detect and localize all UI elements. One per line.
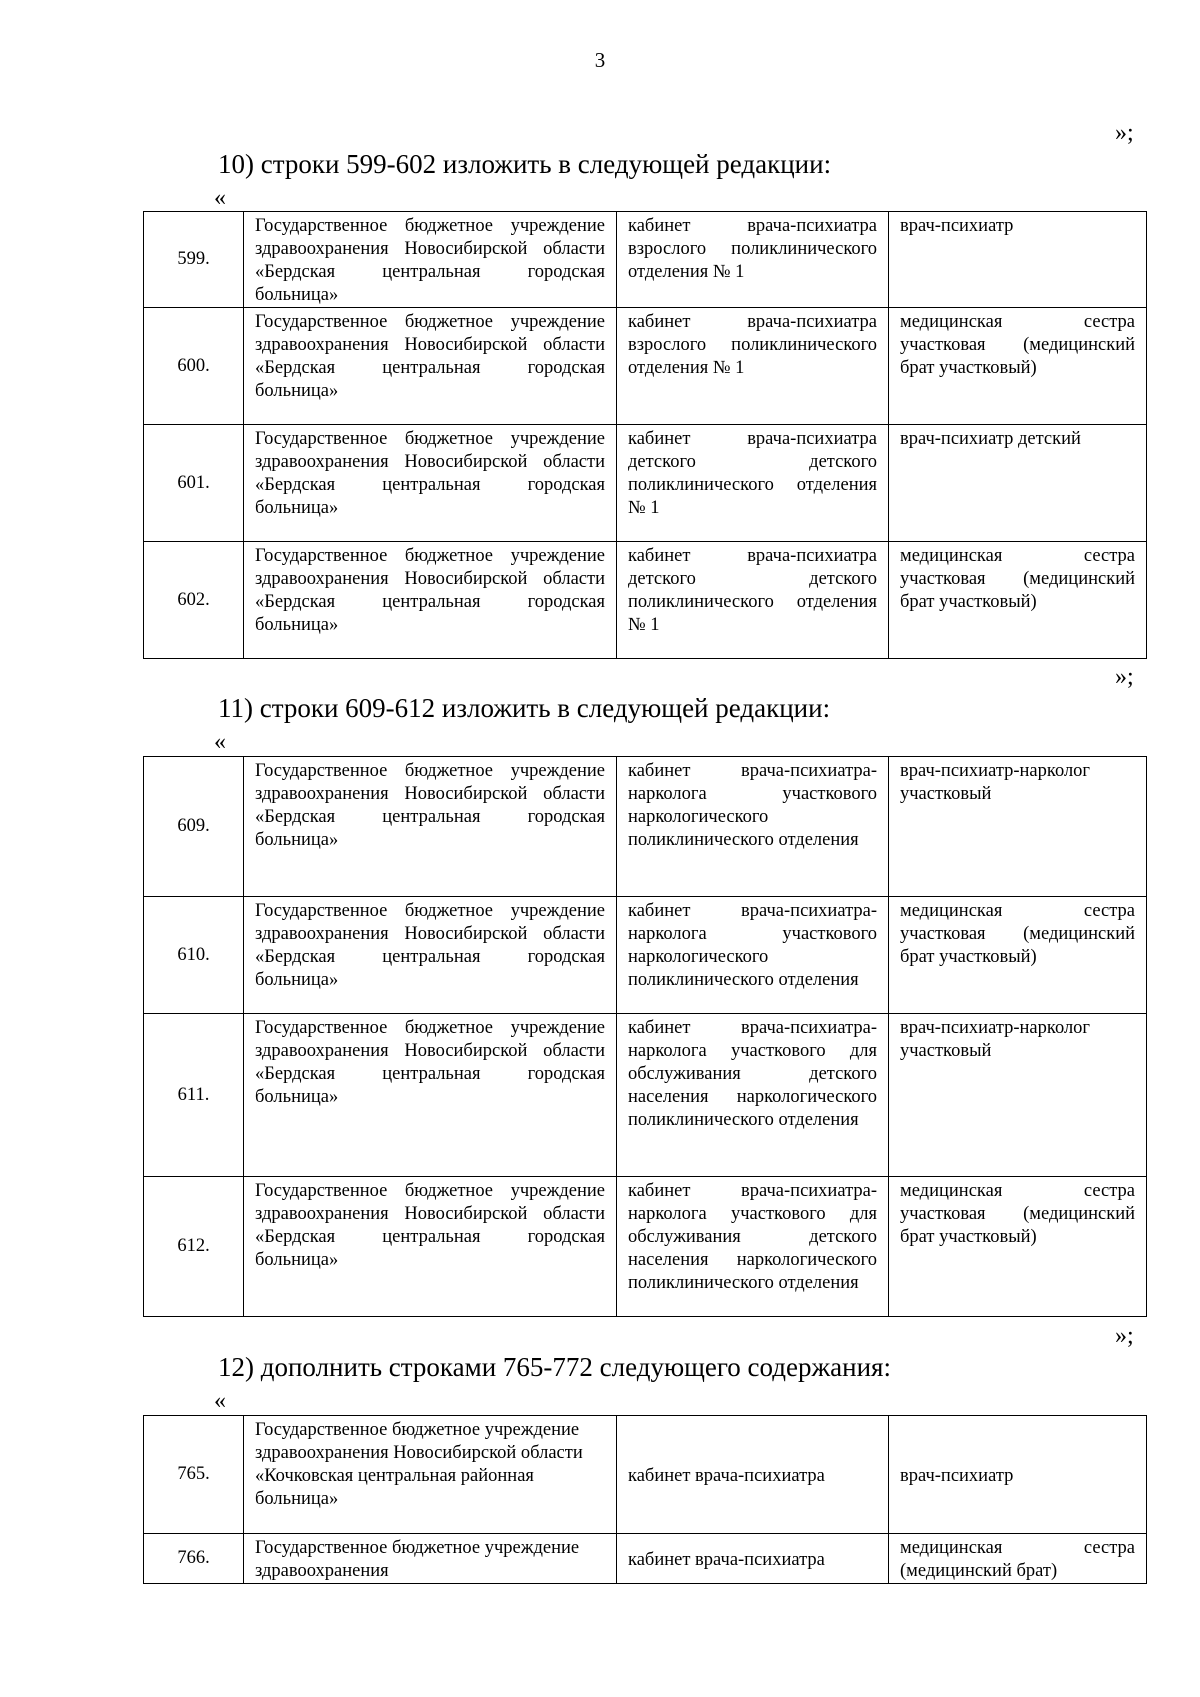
cabinet-cell: кабинет врача-психиатра-нарколога участкового наркологического поликлинического отделения <box>617 897 889 1014</box>
organization-cell: Государственное бюджетное учреждение здравоохранения Новосибирской области «Бердская центральная городская больница» <box>244 212 617 308</box>
cabinet-cell: кабинет врача-психиатра-нарколога участкового для обслуживания детского населения наркологического поликлинического отделения <box>617 1177 889 1317</box>
row-number: 766. <box>144 1534 244 1584</box>
position-cell: врач-психиатр <box>889 212 1147 308</box>
row-number: 599. <box>144 212 244 308</box>
cabinet-cell: кабинет врача-психиатра <box>617 1416 889 1534</box>
cabinet-cell: кабинет врача-психиатра взрослого поликлинического отделения № 1 <box>617 308 889 425</box>
cabinet-cell: кабинет врача-психиатра-нарколога участкового наркологического поликлинического отделения <box>617 757 889 897</box>
closing-quote-mark: »; <box>1115 120 1134 146</box>
opening-quote-mark: « <box>214 185 226 211</box>
organization-cell: Государственное бюджетное учреждение здравоохранения Новосибирской области «Кочковская центральная районная больница» <box>244 1416 617 1534</box>
cabinet-cell: кабинет врача-психиатра-нарколога участкового для обслуживания детского населения наркологического поликлинического отделения <box>617 1014 889 1177</box>
table-row <box>144 425 1147 542</box>
organization-cell: Государственное бюджетное учреждение здравоохранения Новосибирской области «Бердская центральная городская больница» <box>244 542 617 659</box>
closing-quote-mark: »; <box>1115 664 1134 690</box>
section-heading-10: 10) строки 599-602 изложить в следующей редакции: <box>218 149 832 179</box>
table-row <box>144 1014 1147 1177</box>
section-heading-12: 12) дополнить строками 765-772 следующего содержания: <box>218 1352 891 1382</box>
organization-cell: Государственное бюджетное учреждение здравоохранения Новосибирской области «Бердская центральная городская больница» <box>244 757 617 897</box>
table-rows-599-602 <box>143 211 1147 659</box>
cabinet-cell: кабинет врача-психиатра <box>617 1534 889 1584</box>
position-cell: медицинская сестра участковая (медицинский брат участковый) <box>889 308 1147 425</box>
table-row <box>144 308 1147 425</box>
table-rows-765-772 <box>143 1415 1147 1584</box>
opening-quote-mark: « <box>214 729 226 755</box>
row-number: 602. <box>144 542 244 659</box>
row-number: 601. <box>144 425 244 542</box>
position-cell: врач-психиатр-нарколог участковый <box>889 757 1147 897</box>
position-cell: медицинская сестра (медицинский брат) <box>889 1534 1147 1584</box>
position-cell: врач-психиатр детский <box>889 425 1147 542</box>
table-row <box>144 1416 1147 1534</box>
position-cell: врач-психиатр <box>889 1416 1147 1534</box>
closing-quote-mark: »; <box>1115 1323 1134 1349</box>
position-cell: медицинская сестра участковая (медицинский брат участковый) <box>889 897 1147 1014</box>
organization-cell: Государственное бюджетное учреждение здравоохранения Новосибирской области «Бердская центральная городская больница» <box>244 425 617 542</box>
table-row <box>144 1534 1147 1584</box>
row-number: 765. <box>144 1416 244 1534</box>
row-number: 609. <box>144 757 244 897</box>
table-row <box>144 1177 1147 1317</box>
row-number: 611. <box>144 1014 244 1177</box>
position-cell: медицинская сестра участковая (медицинский брат участковый) <box>889 1177 1147 1317</box>
row-number: 612. <box>144 1177 244 1317</box>
organization-cell: Государственное бюджетное учреждение здравоохранения Новосибирской области «Бердская центральная городская больница» <box>244 308 617 425</box>
row-number: 600. <box>144 308 244 425</box>
position-cell: медицинская сестра участковая (медицинский брат участковый) <box>889 542 1147 659</box>
table-rows-609-612 <box>143 756 1147 1317</box>
table-row <box>144 542 1147 659</box>
organization-cell: Государственное бюджетное учреждение здравоохранения <box>244 1534 617 1584</box>
row-number: 610. <box>144 897 244 1014</box>
page-number: 3 <box>594 48 606 72</box>
cabinet-cell: кабинет врача-психиатра детского детского поликлинического отделения № 1 <box>617 425 889 542</box>
table-row <box>144 212 1147 308</box>
organization-cell: Государственное бюджетное учреждение здравоохранения Новосибирской области «Бердская центральная городская больница» <box>244 1014 617 1177</box>
opening-quote-mark: « <box>214 1388 226 1414</box>
table-row <box>144 897 1147 1014</box>
table-row <box>144 757 1147 897</box>
organization-cell: Государственное бюджетное учреждение здравоохранения Новосибирской области «Бердская центральная городская больница» <box>244 897 617 1014</box>
cabinet-cell: кабинет врача-психиатра взрослого поликлинического отделения № 1 <box>617 212 889 308</box>
position-cell: врач-психиатр-нарколог участковый <box>889 1014 1147 1177</box>
cabinet-cell: кабинет врача-психиатра детского детского поликлинического отделения № 1 <box>617 542 889 659</box>
organization-cell: Государственное бюджетное учреждение здравоохранения Новосибирской области «Бердская центральная городская больница» <box>244 1177 617 1317</box>
section-heading-11: 11) строки 609-612 изложить в следующей редакции: <box>218 693 831 723</box>
